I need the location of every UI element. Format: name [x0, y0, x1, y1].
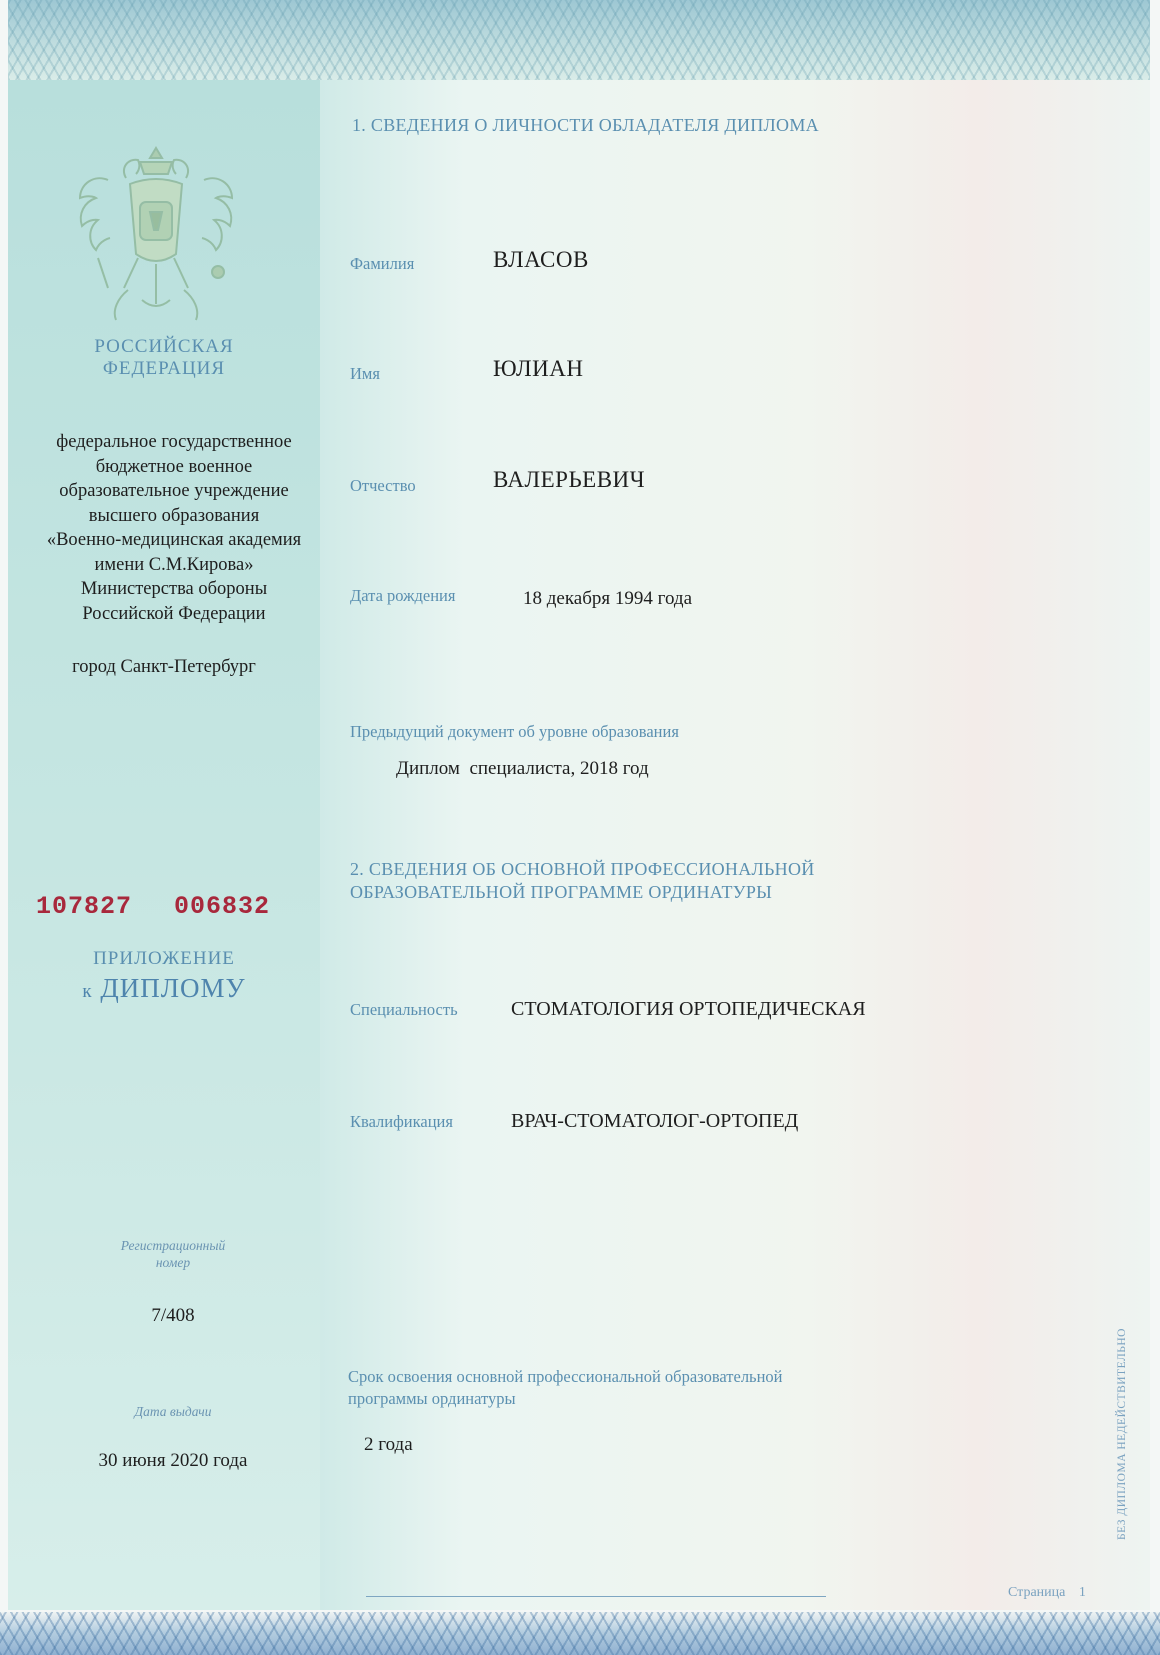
- validity-note: БЕЗ ДИПЛОМА НЕДЕЙСТВИТЕЛЬНО: [1116, 1328, 1128, 1540]
- reg-label-line2: номер: [155, 1255, 191, 1270]
- surname-label: Фамилия: [350, 254, 415, 273]
- section1-title: 1. СВЕДЕНИЯ О ЛИЧНОСТИ ОБЛАДАТЕЛЯ ДИПЛОМА: [352, 115, 819, 135]
- patronymic-label: Отчество: [350, 476, 416, 495]
- institution-line: бюджетное военное: [95, 456, 253, 477]
- reg-label-line1: Регистрационный: [120, 1238, 226, 1253]
- serial-part-1: 107827: [36, 892, 133, 921]
- reg-number-value: 7/408: [151, 1305, 195, 1326]
- serial-number: [36, 892, 306, 921]
- specialty-value: СТОМАТОЛОГИЯ ОРТОПЕДИЧЕСКАЯ: [511, 998, 866, 1020]
- double-headed-eagle-emblem: [68, 140, 244, 330]
- page-label: Страница: [1008, 1585, 1066, 1600]
- footer-line: [366, 1596, 826, 1597]
- institution-name: [24, 430, 324, 626]
- section2-title-line1: 2. СВЕДЕНИЯ ОБ ОСНОВНОЙ ПРОФЕССИОНАЛЬНОЙ: [350, 859, 815, 879]
- institution-line: высшего образования: [88, 505, 260, 526]
- guilloche-border-bottom: [0, 1612, 1160, 1655]
- institution-line: Министерства обороны: [80, 579, 268, 599]
- diploma-page: [8, 0, 1150, 1610]
- name-value: ЮЛИАН: [493, 356, 584, 381]
- prev-doc-label: Предыдущий документ об уровне образования: [350, 722, 679, 741]
- patronymic-value: ВАЛЕРЬЕВИЧ: [493, 467, 646, 492]
- page-number: [1008, 1585, 1086, 1601]
- reg-number-label: [8, 1237, 338, 1271]
- page-number-value: 1: [1078, 1585, 1086, 1600]
- serial-part-2: 006832: [174, 892, 271, 921]
- issue-date-label: Дата выдачи: [134, 1404, 212, 1419]
- section2-title: [350, 858, 815, 904]
- appendix-label: ПРИЛОЖЕНИЕ: [93, 948, 235, 969]
- qualification-value: ВРАЧ-СТОМАТОЛОГ-ОРТОПЕД: [511, 1110, 799, 1132]
- prev-doc-value: Диплом специалиста, 2018 год: [396, 758, 649, 779]
- institution-line: образовательное учреждение: [59, 481, 289, 501]
- guilloche-border-top: [8, 0, 1150, 80]
- institution-line: федеральное государственное: [56, 432, 292, 452]
- to-diploma-label: [8, 973, 320, 1004]
- institution-line: «Военно-медицинская академия: [46, 530, 302, 550]
- specialty-label: Специальность: [350, 1000, 458, 1019]
- issue-date-value: 30 июня 2020 года: [98, 1450, 248, 1471]
- birth-date-label: Дата рождения: [350, 586, 456, 605]
- to-prefix: к: [82, 981, 93, 1002]
- program-term-value: 2 года: [364, 1434, 413, 1455]
- city: город Санкт-Петербург: [72, 657, 256, 677]
- program-term-label-line2: программы ординатуры: [348, 1389, 516, 1408]
- country-name-line1: РОССИЙСКАЯ: [94, 336, 234, 357]
- institution-line: имени С.М.Кирова»: [94, 554, 254, 575]
- section2-title-line2: ОБРАЗОВАТЕЛЬНОЙ ПРОГРАММЕ ОРДИНАТУРЫ: [350, 882, 773, 902]
- left-panel: [8, 80, 320, 1610]
- surname-value: ВЛАСОВ: [493, 247, 589, 272]
- diploma-word: ДИПЛОМУ: [100, 973, 246, 1003]
- program-term-label: [348, 1366, 783, 1410]
- country-name-line2: ФЕДЕРАЦИЯ: [102, 358, 226, 379]
- institution-line: Российской Федерации: [82, 603, 266, 624]
- name-label: Имя: [350, 364, 380, 383]
- qualification-label: Квалификация: [350, 1112, 453, 1131]
- birth-date-value: 18 декабря 1994 года: [523, 588, 693, 609]
- program-term-label-line1: Срок освоения основной профессиональной образовательной: [348, 1367, 783, 1386]
